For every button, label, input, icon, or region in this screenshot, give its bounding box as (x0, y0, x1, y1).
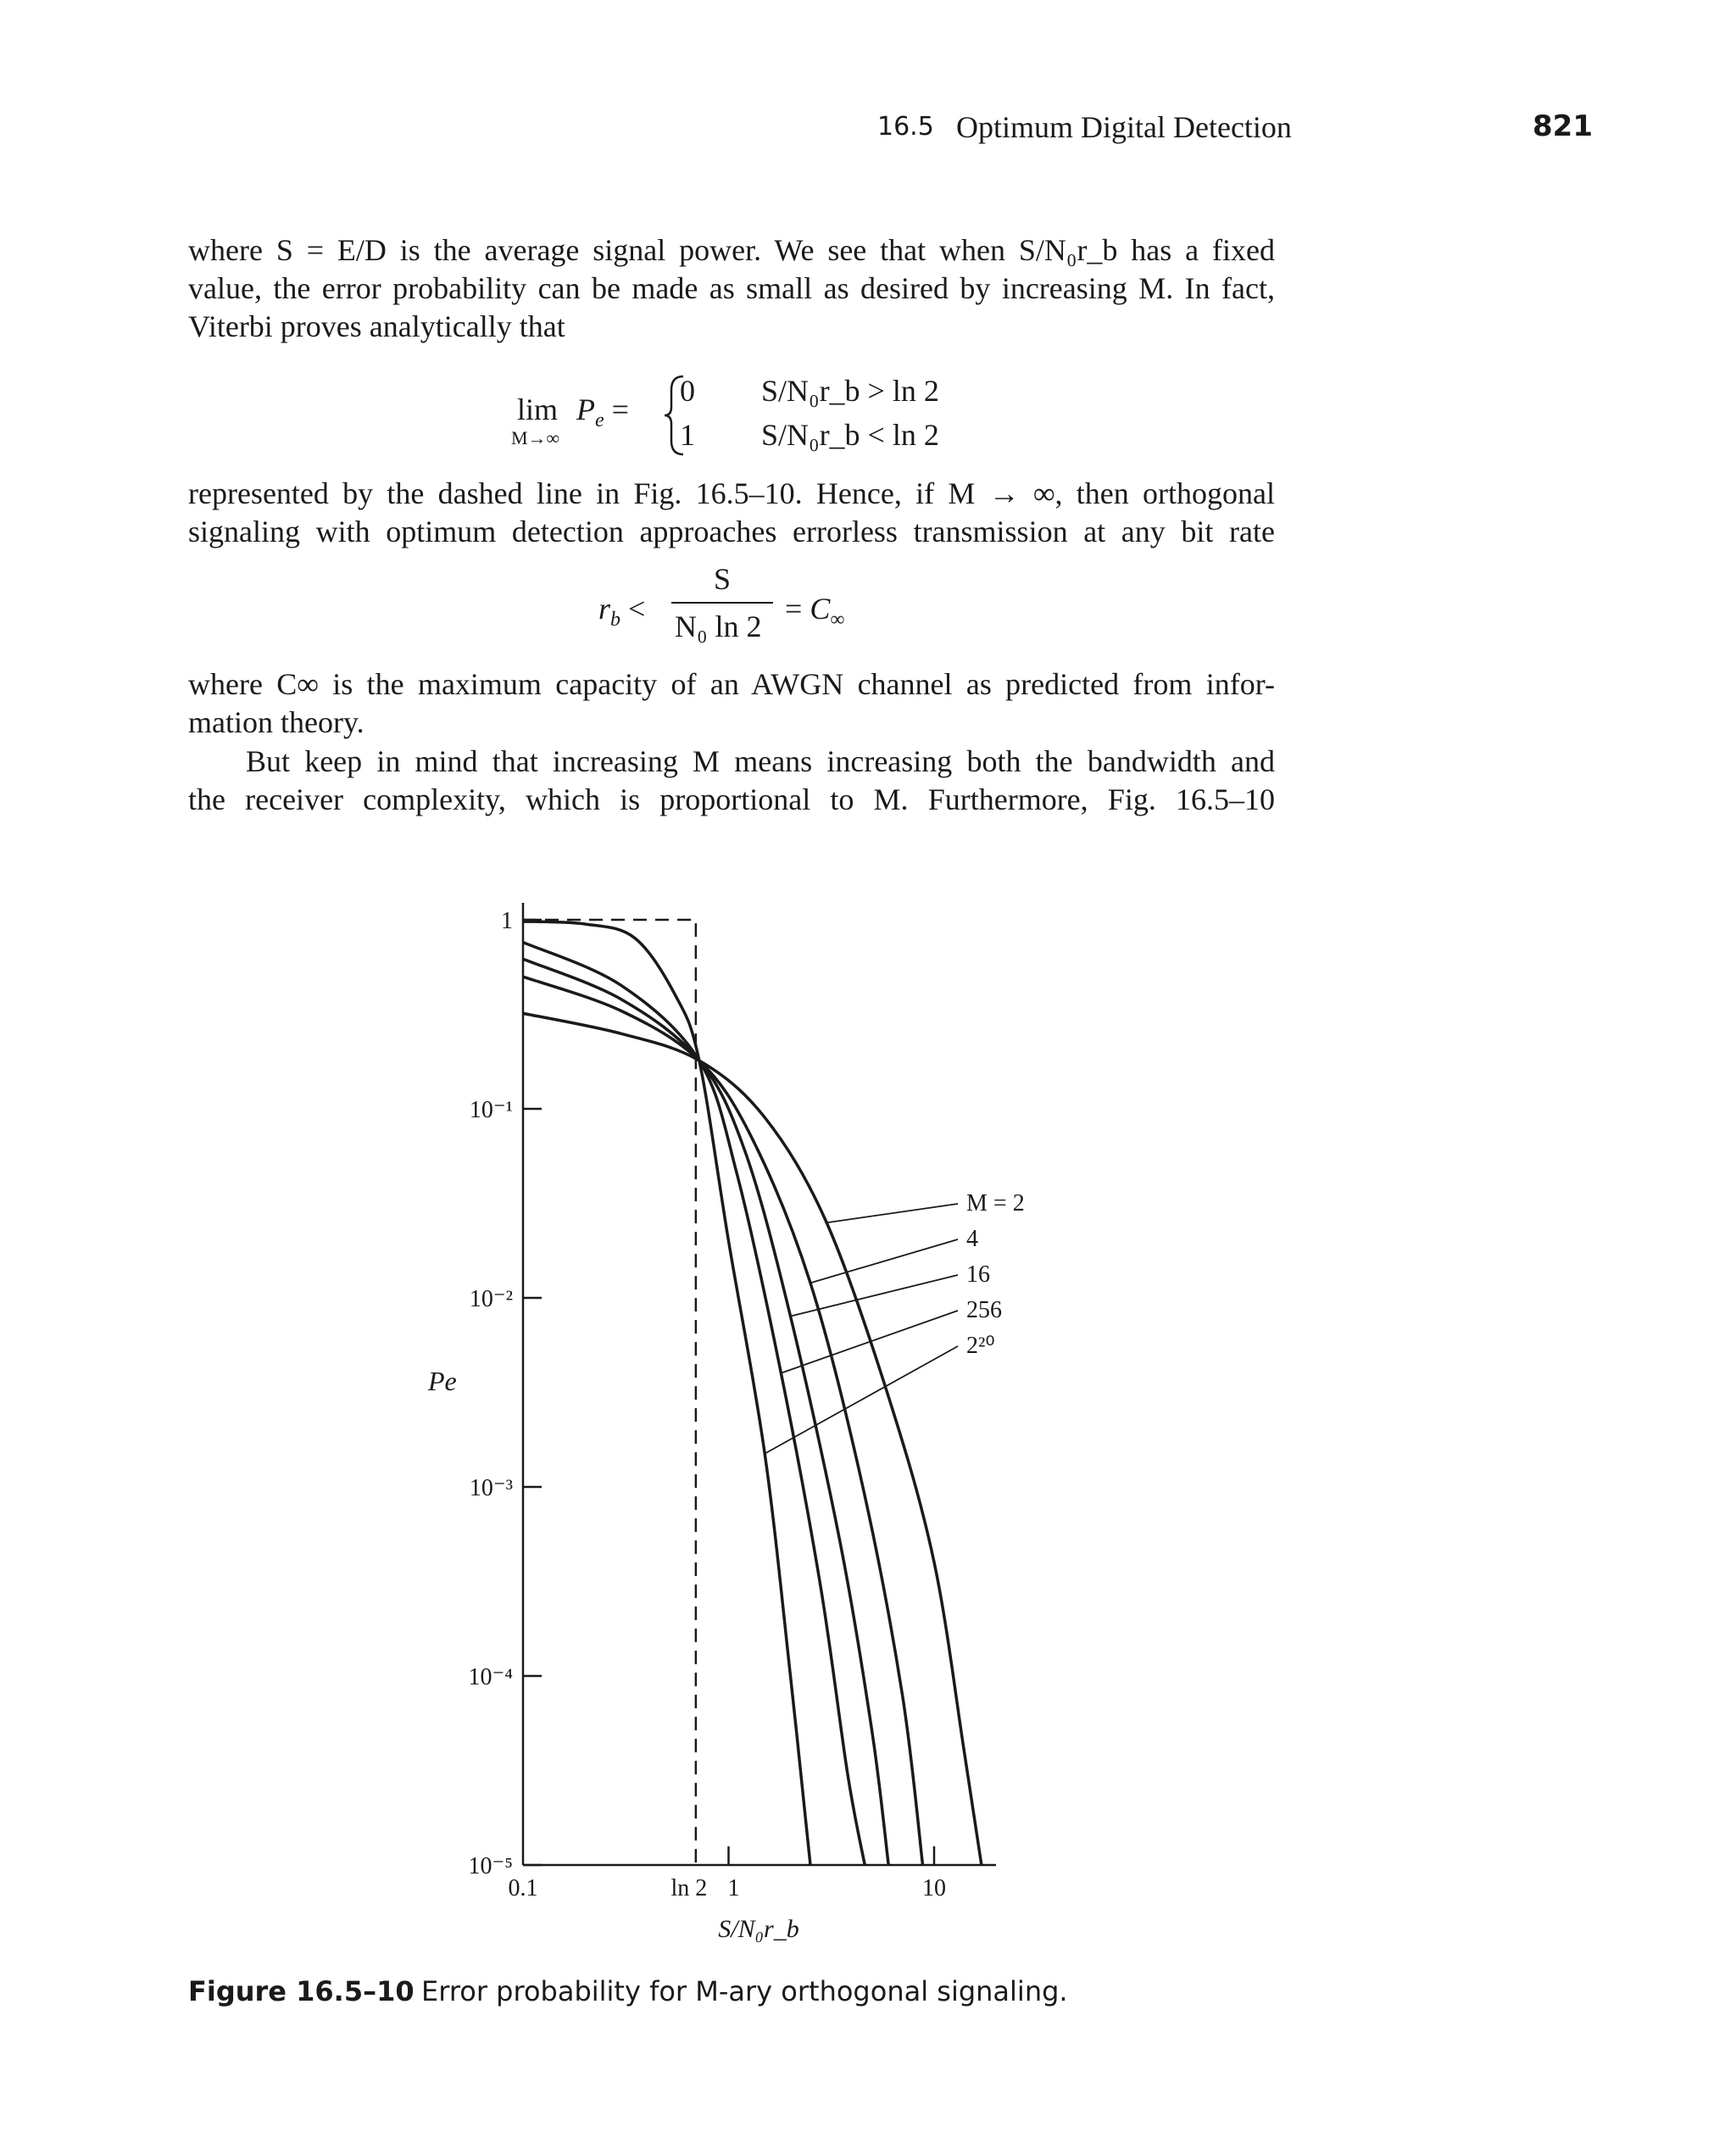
x-tick-label: ln 2 (670, 1875, 708, 1901)
section-title: Optimum Digital Detection (956, 110, 1292, 144)
case-1-value: 0 (680, 374, 695, 408)
series-label: 16 (966, 1261, 990, 1288)
y-tick-label: 10⁻¹ (469, 1097, 513, 1123)
paragraph-line: mation theory. (188, 705, 364, 739)
series-label: 2²⁰ (966, 1333, 995, 1359)
y-tick-label: 10⁻² (469, 1286, 513, 1312)
y-tick-label: 10⁻⁵ (468, 1853, 513, 1879)
limit-variable: $P_e$ = (576, 392, 629, 431)
y-tick-label: 1 (501, 908, 513, 934)
x-tick-label: 0.1 (508, 1875, 538, 1901)
series-label: 4 (966, 1226, 978, 1252)
limit-operator: lim (517, 392, 559, 426)
chart-series (523, 920, 982, 1865)
case-2-condition: S/N₀r_b < ln 2 (761, 418, 939, 452)
x-tick-label: 1 (727, 1875, 740, 1901)
section-number: 16.5 (877, 112, 934, 142)
series-label: M = 2 (966, 1190, 1025, 1216)
figure-caption: Error probability for M-ary orthogonal signaling. (421, 1975, 1068, 2007)
paragraph-line: where S = E/D is the average signal power. We see that when S/N₀r_b has a fixed (188, 233, 1275, 267)
case-2-value: 1 (680, 418, 695, 452)
chart-axes (523, 903, 996, 1865)
x-axis-title: S/N₀r_b (718, 1915, 799, 1943)
leader-line (810, 1239, 958, 1283)
y-axis-title: Pe (428, 1366, 457, 1396)
limit-subscript: M→∞ (511, 427, 560, 448)
capacity-lhs: $r_b$ < (598, 592, 646, 631)
capacity-numerator: S (714, 562, 732, 596)
x-tick-label: 10 (922, 1875, 947, 1901)
y-tick-label: 10⁻³ (469, 1475, 513, 1501)
paragraph-line: But keep in mind that increasing M means increasing both the bandwidth and (246, 744, 1275, 778)
figure-label: Figure 16.5–10 (188, 1975, 415, 2007)
paragraph-line: value, the error probability can be made as small as desired by increasing M. In fact, (188, 271, 1275, 305)
paragraph-line: signaling with optimum detection approaches errorless transmission at any bit rate (188, 515, 1275, 548)
series-label: 256 (966, 1297, 1002, 1323)
paragraph-line: Viterbi proves analytically that (188, 309, 565, 343)
leader-line (826, 1204, 958, 1222)
capacity-denominator: N₀ ln 2 (675, 610, 762, 643)
paragraph-line: the receiver complexity, which is proportional to M. Furthermore, Fig. 16.5–10 (188, 782, 1275, 816)
leader-line (781, 1311, 958, 1373)
series-curve (523, 921, 810, 1865)
series-curve (523, 977, 923, 1865)
y-tick-label: 10⁻⁴ (468, 1664, 513, 1690)
series-curve (523, 943, 865, 1865)
paragraph-line: where C∞ is the maximum capacity of an AWGN channel as predicted from infor- (188, 667, 1275, 701)
page-number: 821 (1533, 109, 1593, 143)
leader-line (765, 1346, 958, 1454)
capacity-rhs: = $C_\infty$ (785, 592, 845, 631)
paragraph-line: represented by the dashed line in Fig. 16.5–10. Hence, if M → ∞, then orthogonal (188, 476, 1275, 510)
case-1-condition: S/N₀r_b > ln 2 (761, 374, 939, 408)
limit-dashed-line (523, 920, 696, 1865)
